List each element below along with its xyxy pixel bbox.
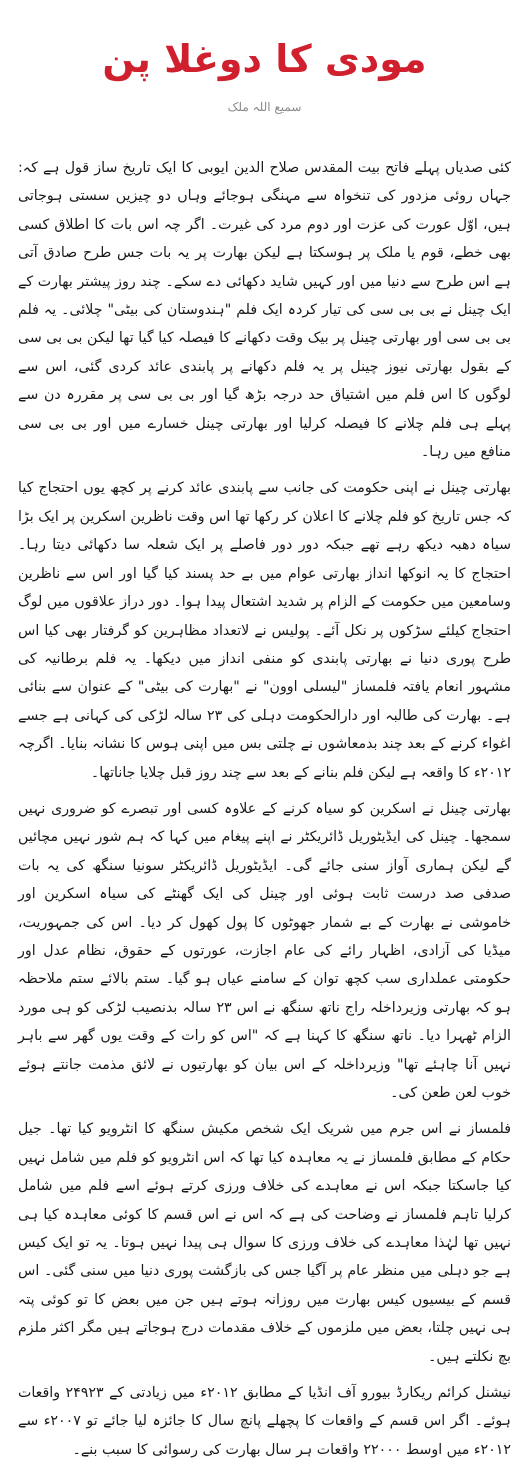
paragraph-3: بھارتی چینل نے اسکرین کو سیاہ کرنے کے علاوہ کسی اور تبصرے کو ضروری نہیں سمجھا۔ چینل کی ایڈیٹوریل ڈائریکٹر نے اپنے پیغام میں کہا کہ ہم شور نہیں مچائیں گے لیکن ہماری آواز سنی جائے گی۔ ایڈیٹوریل ڈائریکٹر سونیا سنگھ کی یہ بات صدفی صد درست ثابت ہوئی اور چینل کی ایک گھنٹے کی سیاہ اسکرین اور خاموشی نے بھارت کے بے شمار جھوٹوں کا پول کھول کر دیا۔ اس کی جمہوریت، میڈیا کی آزادی، اظہار رائے کی عام اجازت، عورتوں کے حقوق، نظام عدل اور حکومتی عملداری سب کچھ توان کے سامنے عیاں ہو گیا۔ ستم بالائے ستم ملاحظہ ہو کہ بھارتی وزیرداخلہ راج ناتھ سنگھ نے اس ۲۳ سالہ بدنصیب لڑکی کو ہی مورد الزام ٹھہرا دیا۔ ناتھ سنگھ کا کہنا ہے کہ "اس کو رات کے وقت یوں گھر سے باہر نہیں آنا چاہئے تھا" وزیرداخلہ کے اس بیان کو بھارتیوں نے لائق مذمت جانتے ہوئے خوب لعن طعن کی۔	[18, 800, 511, 1101]
article-body	[18, 154, 511, 1464]
paragraph-2: بھارتی چینل نے اپنی حکومت کی جانب سے پابندی عائد کرنے پر کچھ یوں احتجاج کیا کہ جس تاریخ کو فلم چلانے کا اعلان کر رکھا تھا اس وقت ناظرین اسکرین پر ایک بڑا سیاہ دھبہ دیکھ رہے تھے جبکہ دور دور فاصلے پر ایک شعلہ سا دکھائی دیتا رہا۔ احتجاج کا یہ انوکھا انداز بھارتی عوام میں بے حد پسند کیا گیا اور اس سے ناظرین وسامعین میں حکومت کے الزام پر شدید اشتعال پیدا ہوا۔ دور دراز علاقوں میں لوگ احتجاج کیلئے سڑکوں پر نکل آئے۔ پولیس نے لاتعداد مظاہرین کو گرفتار بھی کیا اس طرح پوری دنیا نے بھارتی پابندی کو منفی انداز میں دیکھا۔ یہ فلم برطانیہ کی مشہور انعام یافتہ فلمساز "لیسلی اوون" نے "بھارت کی بیٹی" کے عنوان سے بنائی ہے۔ بھارت کی طالبہ اور دارالحکومت دہلی کی ۲۳ سالہ لڑکی کی کہانی ہے جسے اغواء کرنے کے بعد چند بدمعاشوں نے چلتی بس میں اپنی ہوس کا نشانہ بنایا۔ اگرچہ ۲۰۱۲ء کا واقعہ ہے لیکن فلم بنانے کے بعد سے چند روز قبل چلایا جاناتھا۔	[18, 480, 511, 781]
paragraph-5: نیشنل کرائم ریکارڈ بیورو آف انڈیا کے مطابق ۲۰۱۲ء میں زیادتی کے ۲۴۹۲۳ واقعات ہوئے۔ اگر اس قسم کے واقعات کا پچھلے پانچ سال کا جائزہ لیا جائے تو ۲۰۰۷ء سے ۲۰۱۲ء میں اوسط ۲۲۰۰۰ واقعات ہر سال بھارت کی رسوائی کا سبب بنے۔	[18, 1385, 511, 1458]
author-byline: سمیع اللہ ملک	[227, 100, 302, 114]
article-title: مودی کا دوغلا پن	[102, 37, 427, 81]
paragraph-4: فلمساز نے اس جرم میں شریک ایک شخص مکیش سنگھ کا انٹرویو کیا تھا۔ جیل حکام کے مطابق فلمساز نے یہ معاہدہ کیا تھا کہ اس انٹرویو کو فلم میں شامل نہیں کیا جاسکتا جبکہ اس نے معاہدے کی خلاف ورزی کرتے ہوئے اسے فلم میں شامل کرلیا تاہم فلمساز نے وضاحت کی ہے کہ اس نے اس قسم کا کوئی معاہدہ کیا ہی نہیں تھا لہٰذا معاہدے کی خلاف ورزی کا سوال ہی پیدا نہیں ہوتا۔ یہ تو ایک کیس ہے جو دہلی میں منظر عام پر آگیا جس کی بازگشت پوری دنیا میں سنی گئی۔ اس قسم کے بیسیوں کیس بھارت میں روزانہ ہوتے ہیں جن میں بعض کا تو کوئی پتہ ہی نہیں چلتا، بعض میں ملزموں کے خلاف مقدمات درج ہوجاتے ہیں مگر اکثر ملزم بچ نکلتے ہیں۔	[18, 1121, 511, 1365]
paragraph-1: کئی صدیاں پہلے فاتح بیت المقدس صلاح الدین ایوبی کا ایک تاریخ ساز قول ہے کہ: جہاں روئی مزدور کی تنخواہ سے مہنگی ہوجائے وہاں دو چیزیں سستی ہوجاتی ہیں، اوّل عورت کی عزت اور دوم مرد کی غیرت۔ اگر چہ اس بات کا اطلاق کسی بھی خطے، قوم یا ملک پر ہوسکتا ہے لیکن بھارت پر یہ بات جس طرح صادق آتی ہے اس طرح سے دنیا میں اور کہیں شاید دکھائی دے سکے۔ چند روز پیشتر بھارت کے ایک چینل نے بی بی سی کی تیار کردہ ایک فلم "ہندوستان کی بیٹی" چلائی۔ یہ فلم بی بی سی اور بھارتی چینل پر بیک وقت دکھانے کا فیصلہ کیا گیا تھا لیکن بی بی سی کے بقول بھارتی نیوز چینل پر یہ فلم دکھانے پر پابندی عائد کردی گئی، اس سے لوگوں کا اس فلم میں اشتیاق حد درجہ بڑھ گیا اور بی بی سی پر مقررہ دن سے پہلے ہی فلم چلانے کا فیصلہ کرلیا اور بھارتی چینل خسارے میں اور بی بی سی منافع میں رہا۔	[18, 160, 511, 461]
